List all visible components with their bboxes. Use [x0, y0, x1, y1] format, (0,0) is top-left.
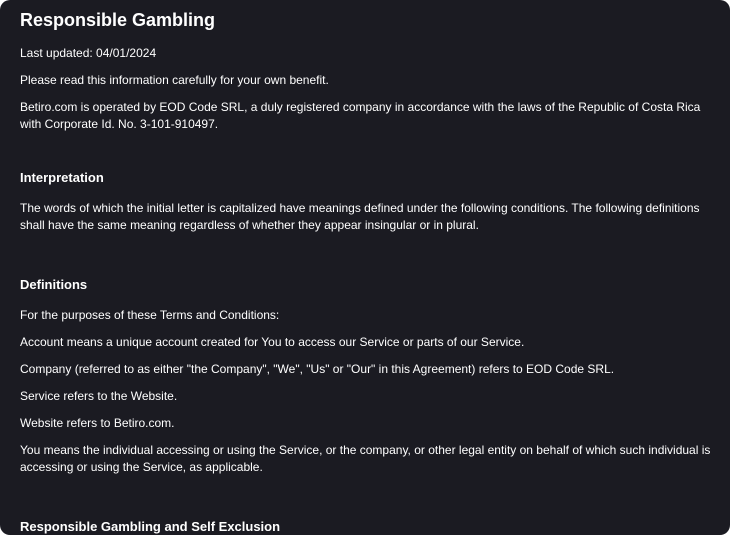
interpretation-text: The words of which the initial letter is capitalized have meanings defined under the following conditions. The following definitions shall have the same meaning regardless of whether they appear insingular or in plural. [20, 201, 700, 232]
definition-company: Company (referred to as either "the Company", "We", "Us" or "Our" in this Agreement) refers to EOD Code SRL. [20, 362, 615, 376]
operator-text: Betiro.com is operated by EOD Code SRL, a duly registered company in accordance with the laws of the Republic of Costa Rica with Corporate Id. No. 3-101-910497. [20, 100, 701, 131]
definitions-heading: Definitions [20, 277, 88, 292]
definition-you: You means the individual accessing or using the Service, or the company, or other legal entity on behalf of which such individual is accessing or using the Service, as applicable. [20, 443, 711, 474]
definition-website: Website refers to Betiro.com. [20, 416, 175, 430]
definitions-intro: For the purposes of these Terms and Conditions: [20, 308, 280, 322]
definition-account: Account means a unique account created for You to access our Service or parts of our Service. [20, 335, 525, 349]
self-exclusion-heading: Responsible Gambling and Self Exclusion [20, 519, 281, 534]
interpretation-heading: Interpretation [20, 170, 104, 185]
intro-text: Please read this information carefully for your own benefit. [20, 73, 329, 87]
last-updated-text: Last updated: 04/01/2024 [20, 46, 157, 60]
definition-service: Service refers to the Website. [20, 389, 178, 403]
page-title: Responsible Gambling [20, 10, 216, 30]
